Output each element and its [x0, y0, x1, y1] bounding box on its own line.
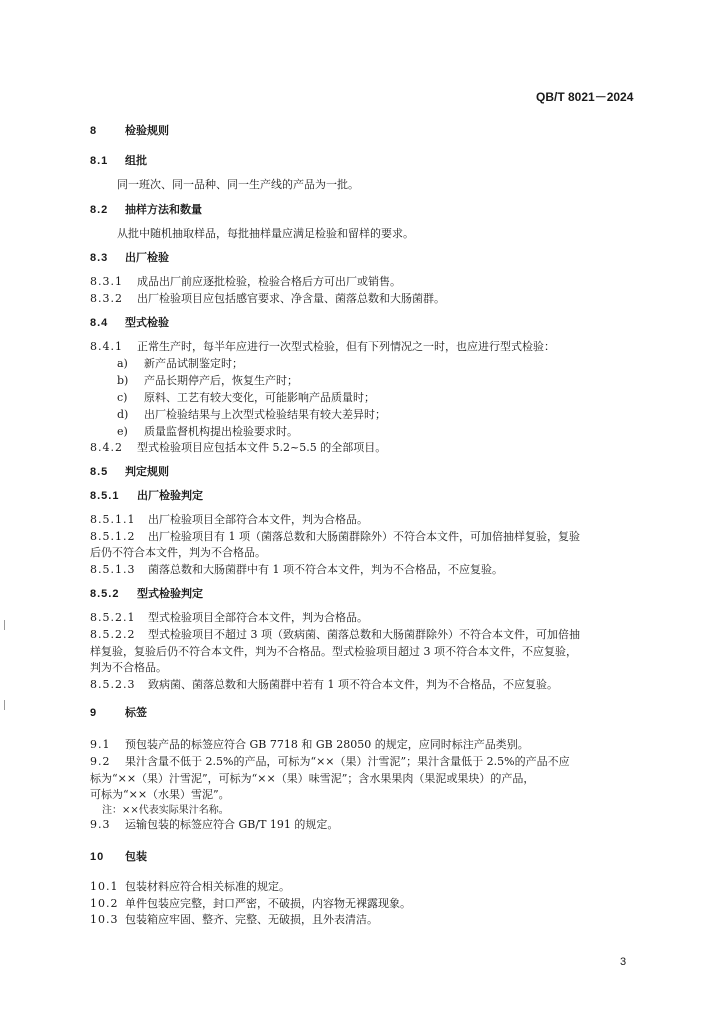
- clause-number: 8.5.1.2: [90, 530, 136, 543]
- clause-number: 8.5.1.3: [90, 563, 136, 576]
- clause-8-4-1: [90, 340, 555, 354]
- clause-9-2: [90, 755, 570, 769]
- clause-text: 出厂检验项目全部符合本文件，判为合格品。: [148, 513, 368, 526]
- clause-number: 10.1: [90, 880, 119, 893]
- clause-number: 8.3.2: [90, 292, 123, 305]
- list-label: e): [117, 425, 128, 438]
- clause-number: 8.5.2.1: [90, 611, 136, 624]
- paragraph-8-1: 同一班次、同一品种、同一生产线的产品为一批。: [117, 178, 359, 191]
- heading-title: 检验规则: [125, 125, 169, 137]
- list-item: [117, 408, 386, 422]
- heading-number: 10: [90, 851, 105, 863]
- clause-10-3: [90, 913, 378, 927]
- list-text: 质量监督机构提出检验要求时。: [144, 425, 298, 438]
- clause-9-2-continued: 可标为“××（水果）雪泥”。: [90, 788, 230, 801]
- clause-number: 8.4.2: [90, 441, 123, 454]
- heading-title: 出厂检验: [125, 252, 169, 264]
- clause-text: 预包装产品的标签应符合 GB 7718 和 GB 28050 的规定，应同时标注产品类别。: [125, 738, 529, 751]
- heading-number: 8.5: [90, 466, 109, 478]
- clause-text: 包装材料应符合相关标准的规定。: [125, 880, 290, 893]
- heading-title: 型式检验: [125, 317, 169, 329]
- heading-10: [90, 850, 147, 864]
- clause-10-2: [90, 897, 411, 911]
- heading-8-4: [90, 316, 169, 330]
- heading-number: 8: [90, 125, 98, 137]
- heading-title: 判定规则: [125, 466, 169, 478]
- clause-text: 菌落总数和大肠菌群中有 1 项不符合本文件，判为不合格品，不应复验。: [148, 563, 503, 576]
- list-item: [117, 391, 375, 405]
- clause-8-3-1: [90, 275, 401, 289]
- clause-text: 出厂检验项目有 1 项（菌落总数和大肠菌群除外）不符合本文件，可加倍抽样复验，复验: [148, 530, 580, 543]
- clause-text: 型式检验项目不超过 3 项（致病菌、菌落总数和大肠菌群除外）不符合本文件，可加倍抽: [148, 628, 580, 641]
- heading-8-5-2: [90, 587, 203, 601]
- clause-8-4-2: [90, 441, 386, 455]
- clause-text: 出厂检验项目应包括感官要求、净含量、菌落总数和大肠菌群。: [137, 292, 445, 305]
- clause-number: 10.3: [90, 913, 119, 926]
- clause-8-3-2: [90, 292, 445, 306]
- heading-number: 8.5.2: [90, 588, 120, 600]
- list-label: a): [117, 357, 128, 370]
- heading-title: 标签: [125, 707, 147, 719]
- clause-number: 8.5.1.1: [90, 513, 136, 526]
- clause-8-5-2-2: [90, 628, 580, 642]
- list-text: 原料、工艺有较大变化，可能影响产品质量时；: [144, 391, 375, 404]
- note: 注：××代表实际果汁名称。: [102, 805, 229, 816]
- clause-8-5-1-2-continued: 后仍不符合本文件，判为不合格品。: [90, 546, 266, 559]
- list-label: d): [117, 408, 129, 421]
- heading-8-5-1: [90, 489, 203, 503]
- clause-8-5-1-2: [90, 530, 580, 544]
- heading-8-5: [90, 465, 169, 479]
- heading-8: [90, 124, 169, 138]
- clause-8-5-2-2-continued: 判为不合格品。: [90, 661, 167, 674]
- clause-text: 运输包装的标签应符合 GB/T 191 的规定。: [125, 818, 339, 831]
- list-label: b): [117, 374, 129, 387]
- list-item: [117, 425, 298, 439]
- list-item: [117, 374, 298, 388]
- clause-number: 8.4.1: [90, 340, 123, 353]
- clause-text: 致病菌、菌落总数和大肠菌群中若有 1 项不符合本文件，判为不合格品，不应复验。: [148, 678, 558, 691]
- clause-number: 8.3.1: [90, 275, 123, 288]
- page-number: 3: [620, 956, 627, 968]
- clause-text: 型式检验项目全部符合本文件，判为合格品。: [148, 611, 368, 624]
- clause-number: 9.2: [90, 755, 111, 768]
- heading-number: 8.2: [90, 204, 109, 216]
- list-item: [117, 357, 243, 371]
- clause-8-5-2-1: [90, 611, 368, 625]
- heading-8-1: [90, 154, 147, 168]
- clause-number: 10.2: [90, 897, 119, 910]
- scan-edge-mark: [4, 700, 5, 710]
- clause-9-1: [90, 738, 529, 752]
- clause-8-5-1-3: [90, 563, 503, 577]
- clause-8-5-2-3: [90, 678, 558, 692]
- clause-number: 8.5.2.2: [90, 628, 136, 641]
- clause-8-5-1-1: [90, 513, 368, 527]
- list-text: 产品长期停产后，恢复生产时；: [144, 374, 298, 387]
- clause-8-5-2-2-continued: 样复验，复验后仍不符合本文件，判为不合格品。型式检验项目超过 3 项不符合本文件，不应复验，: [90, 645, 577, 658]
- clause-text: 型式检验项目应包括本文件 5.2~5.5 的全部项目。: [137, 441, 387, 454]
- heading-title: 组批: [125, 155, 147, 167]
- heading-number: 8.4: [90, 317, 109, 329]
- clause-text: 包装箱应牢固、整齐、完整、无破损，且外表清洁。: [125, 913, 378, 926]
- clause-9-2-continued: 标为“××（果）汁雪泥”，可标为“××（果）味雪泥”；含水果果肉（果泥或果块）的产品，: [90, 772, 535, 785]
- scan-edge-mark: [4, 620, 5, 630]
- clause-text: 成品出厂前应逐批检验，检验合格后方可出厂或销售。: [137, 275, 401, 288]
- clause-number: 9.3: [90, 818, 111, 831]
- heading-number: 9: [90, 707, 98, 719]
- clause-9-3: [90, 818, 338, 832]
- heading-8-2: [90, 203, 202, 217]
- heading-title: 出厂检验判定: [137, 490, 203, 502]
- list-text: 新产品试制鉴定时；: [144, 357, 243, 370]
- heading-8-3: [90, 251, 169, 265]
- clause-text: 正常生产时，每半年应进行一次型式检验，但有下列情况之一时，也应进行型式检验：: [137, 340, 555, 353]
- paragraph-8-2: 从批中随机抽取样品，每批抽样量应满足检验和留样的要求。: [117, 227, 414, 240]
- clause-10-1: [90, 880, 290, 894]
- heading-9: [90, 706, 147, 720]
- list-text: 出厂检验结果与上次型式检验结果有较大差异时；: [144, 408, 386, 421]
- clause-number: 9.1: [90, 738, 111, 751]
- clause-number: 8.5.2.3: [90, 678, 136, 691]
- heading-title: 包装: [125, 851, 147, 863]
- clause-text: 单件包装应完整，封口严密，不破损，内容物无裸露现象。: [125, 897, 411, 910]
- list-label: c): [117, 391, 128, 404]
- heading-title: 型式检验判定: [137, 588, 203, 600]
- heading-number: 8.1: [90, 155, 109, 167]
- heading-number: 8.3: [90, 252, 109, 264]
- clause-text: 果汁含量不低于 2.5%的产品，可标为“××（果）汁雪泥”；果汁含量低于 2.5%的产品不应: [125, 755, 570, 768]
- heading-title: 抽样方法和数量: [125, 204, 202, 216]
- standard-code: QB/T 8021－2024: [536, 90, 634, 104]
- heading-number: 8.5.1: [90, 490, 120, 502]
